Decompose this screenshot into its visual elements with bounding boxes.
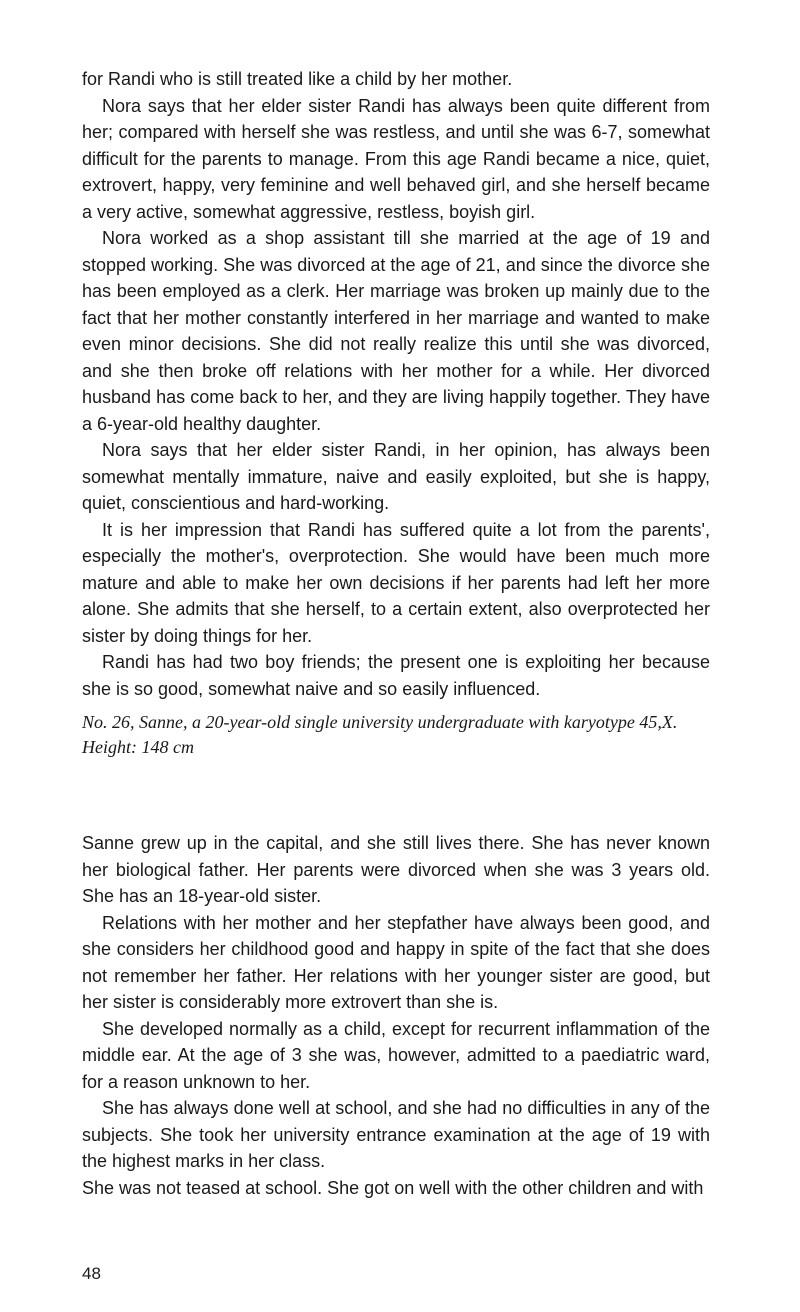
- paragraph: Sanne grew up in the capital, and she still lives there. She has never known her biological father. Her parents were divorced when she was 3 years old. She has an 18-year-old sister.: [82, 833, 710, 906]
- paragraph: Relations with her mother and her stepfather have always been good, and she considers her childhood good and happy in spite of the fact that she does not remember her father. Her relations with her younger sister are good, but her sister is considerably more extrovert than she is.: [82, 912, 710, 1012]
- page-number: 48: [82, 1264, 101, 1283]
- paragraph: for Randi who is still treated like a child by her mother.: [82, 69, 513, 89]
- paragraph: Nora says that her elder sister Randi has always been quite different from her; compared with herself she was restless, and until she was 6-7, somewhat difficult for the parents to manage. From this age Randi became a nice, quiet, extrovert, happy, very feminine and well behaved girl, and she herself became a very active, somewhat aggressive, restless, boyish girl.: [82, 95, 710, 222]
- paragraph: She has always done well at school, and she had no difficulties in any of the subjects. She took her university entrance examination at the age of 19 with the highest marks in her class.: [82, 1098, 710, 1171]
- paragraph: Randi has had two boy friends; the present one is exploiting her because she is so good, somewhat naive and so easily influenced.: [82, 652, 710, 699]
- paragraph: Nora says that her elder sister Randi, in her opinion, has always been somewhat mentally immature, naive and easily exploited, but she is happy, quiet, conscientious and hard-working.: [82, 440, 710, 513]
- paragraph: She was not teased at school. She got on well with the other children and with: [82, 1177, 704, 1198]
- paragraph: She developed normally as a child, except for recurrent inflammation of the middle ear. At the age of 3 she was, however, admitted to a paediatric ward, for a reason unknown to her.: [82, 1018, 710, 1092]
- paragraph: Nora worked as a shop assistant till she married at the age of 19 and stopped working. She was divorced at the age of 21, and since the divorce she has been employed as a clerk. Her marriage was broken up mainly due to the fact that her mother constantly interfered in her marriage and wanted to make even minor decisions. She did not really realize this until she was divorced, and she then broke off relations with her mother for a while. Her divorced husband has come back to her, and they are living happily together. They have a 6-year-old healthy daughter.: [82, 228, 710, 434]
- top-text-block: [82, 66, 710, 702]
- bottom-text-block: [82, 830, 710, 1201]
- case-heading: No. 26, Sanne, a 20-year-old single university undergraduate with karyotype 45,X. Height: 148 cm: [82, 712, 678, 757]
- paragraph: It is her impression that Randi has suffered quite a lot from the parents', especially the mother's, overprotection. She would have been much more mature and able to make her own decisions if her parents had left her more alone. She admits that she herself, to a certain extent, also overprotected her sister by doing things for her.: [82, 519, 710, 646]
